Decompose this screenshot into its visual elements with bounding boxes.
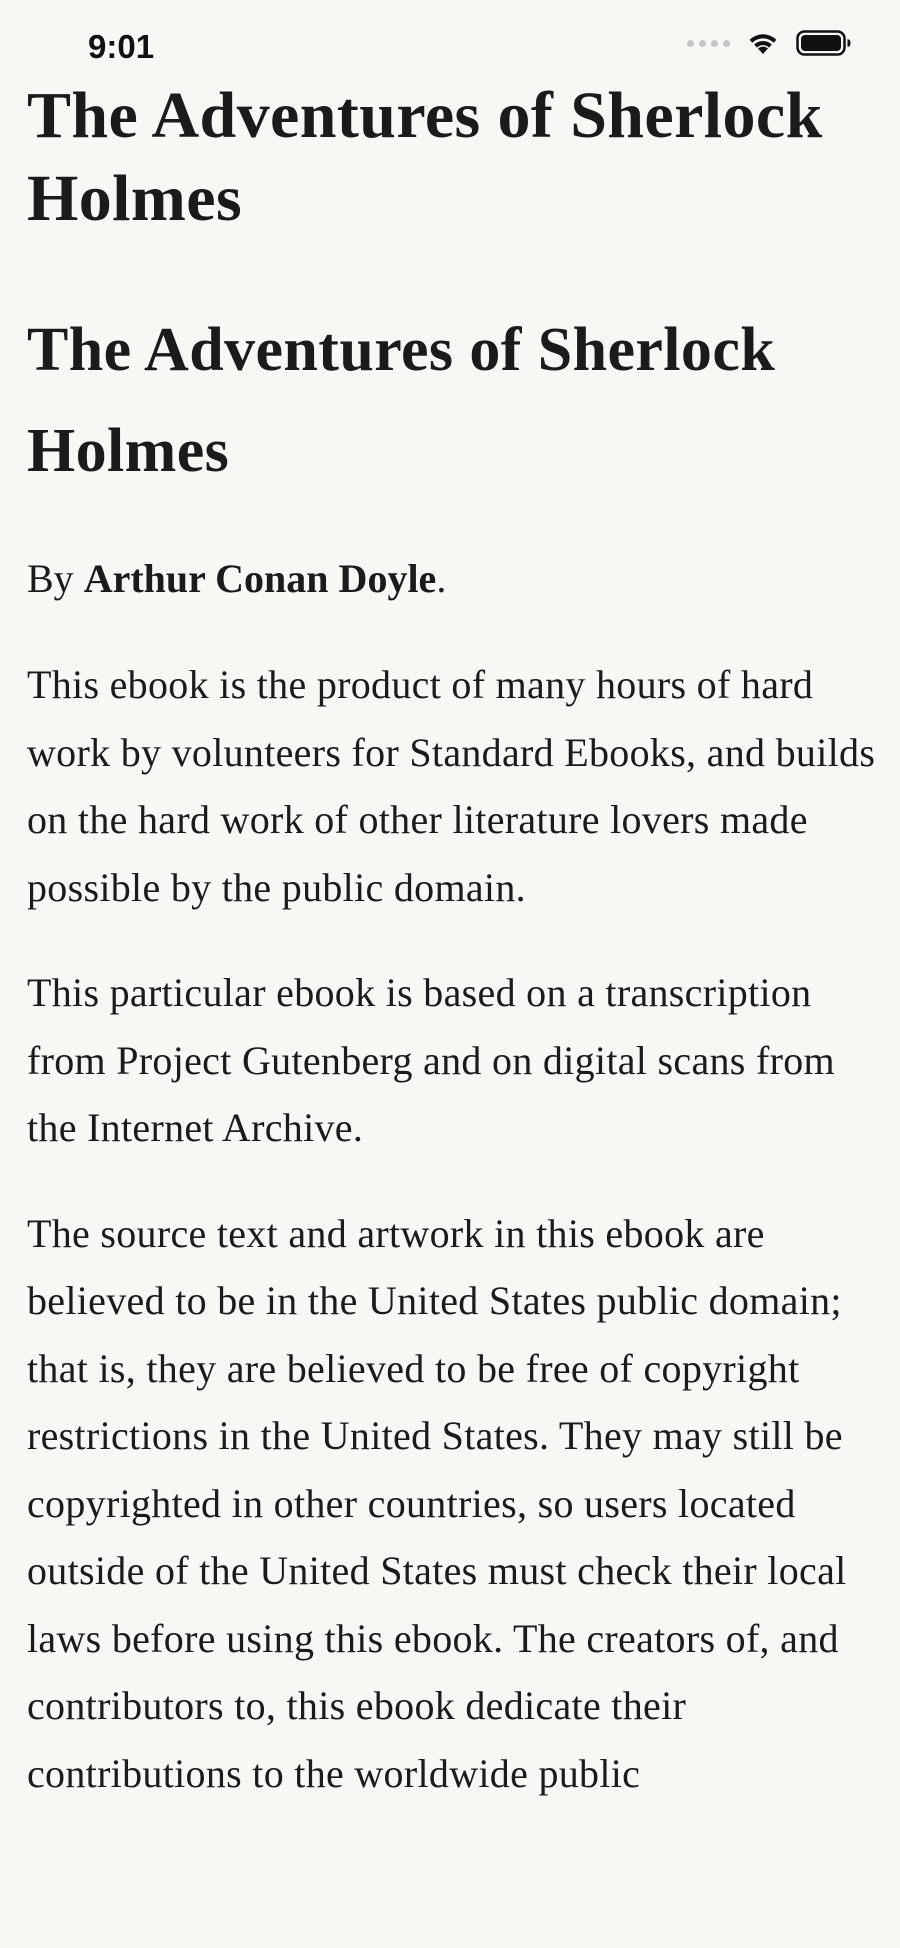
book-title: The Adventures of Sherlock Holmes (27, 79, 823, 235)
author-name: Arthur Conan Doyle (83, 556, 437, 601)
paragraph: This ebook is the product of many hours of hard work by volunteers for Standard Ebooks, and builds on the hard work of other literature lovers made possible by the public domain. (27, 662, 876, 910)
paragraph: The source text and artwork in this ebook are believed to be in the United States public domain; that is, they are believed to be free of copyright restrictions in the United States. They may still be copyrighted in other countries, so users located outside of the United States must check their local laws before using this ebook. The creators of, and contributors to, this ebook dedicate their contributions to the worldwide public (27, 1210, 847, 1796)
byline (27, 545, 877, 613)
cellular-signal-icon (687, 40, 730, 47)
byline-prefix: By (27, 556, 84, 601)
status-icons (687, 30, 852, 56)
battery-icon (796, 30, 852, 56)
paragraph: This particular ebook is based on a transcription from Project Gutenberg and on digital scans from the Internet Archive. (27, 970, 835, 1150)
section-title: The Adventures of Sherlock Holmes (27, 316, 776, 485)
ebook-content[interactable] (27, 74, 877, 1807)
status-bar (0, 0, 900, 70)
byline-suffix: . (436, 556, 447, 601)
wifi-icon (746, 30, 780, 56)
status-time: 9:01 (88, 28, 155, 65)
